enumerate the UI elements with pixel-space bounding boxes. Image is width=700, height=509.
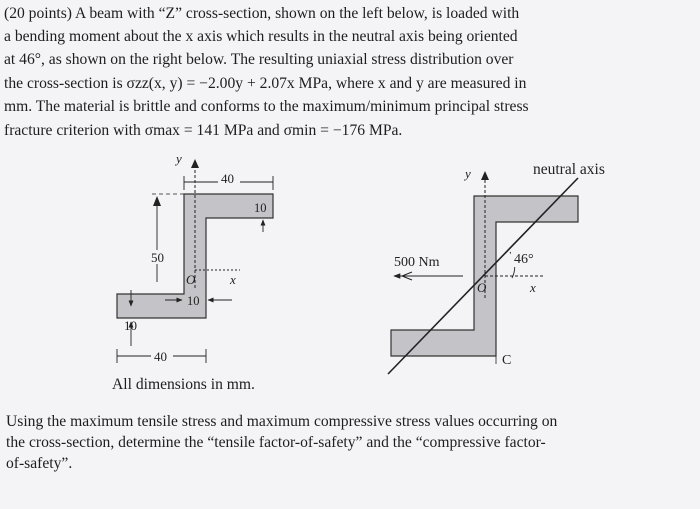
dim-top-width-label: 40 [221,171,234,186]
question-line-1: Using the maximum tensile stress and maximum compressive stress values occurring on [6,413,558,430]
left-origin-label: O [186,272,196,287]
right-origin-label: O [477,280,487,295]
dim-bottom-width-label: 40 [154,349,167,364]
right-y-arrowhead [481,171,489,180]
problem-line-6: fracture criterion with σmax = 141 MPa and σmin = −176 MPa. [4,121,403,139]
dim-bottom-flange-label: 10 [124,318,137,333]
question-text [6,411,696,474]
dim-height-label: 50 [151,250,164,265]
moment-label: 500 Nm [394,255,440,270]
angle-label: 46° [514,252,534,267]
problem-line-3: at 46°, as shown on the right below. The resulting uniaxial stress distribution over [4,51,514,68]
left-y-label: y [176,151,182,166]
right-figure [388,161,605,374]
question-line-2: the cross-section, determine the “tensile factor-of-safety” and the “compressive factor- [6,434,546,451]
dimension-note: All dimensions in mm. [112,376,255,393]
problem-line-2: a bending moment about the x axis which results in the neutral axis being oriented [4,27,518,45]
right-y-label: y [465,166,471,181]
dim-height-arrow-top [153,196,161,206]
problem-line-5: mm. The material is brittle and conforms to the maximum/minimum principal stress [4,98,529,115]
point-c-label: C [502,353,512,368]
neutral-axis-label: neutral axis [533,161,605,178]
right-x-label: x [530,280,536,295]
left-x-label: x [230,272,236,287]
question-line-3: of-safety”. [6,455,73,472]
problem-line-1: (20 points) A beam with “Z” cross-section, shown on the left below, is loaded with [4,5,520,22]
dim-flange-label: 10 [254,201,267,215]
left-y-arrowhead [191,159,199,168]
problem-line-4: the cross-section is σzz(x, y) = −2.00y + 2.07x MPa, where x and y are measured in [4,74,527,92]
dim-web-label: 10 [187,294,200,308]
left-figure [117,151,273,364]
